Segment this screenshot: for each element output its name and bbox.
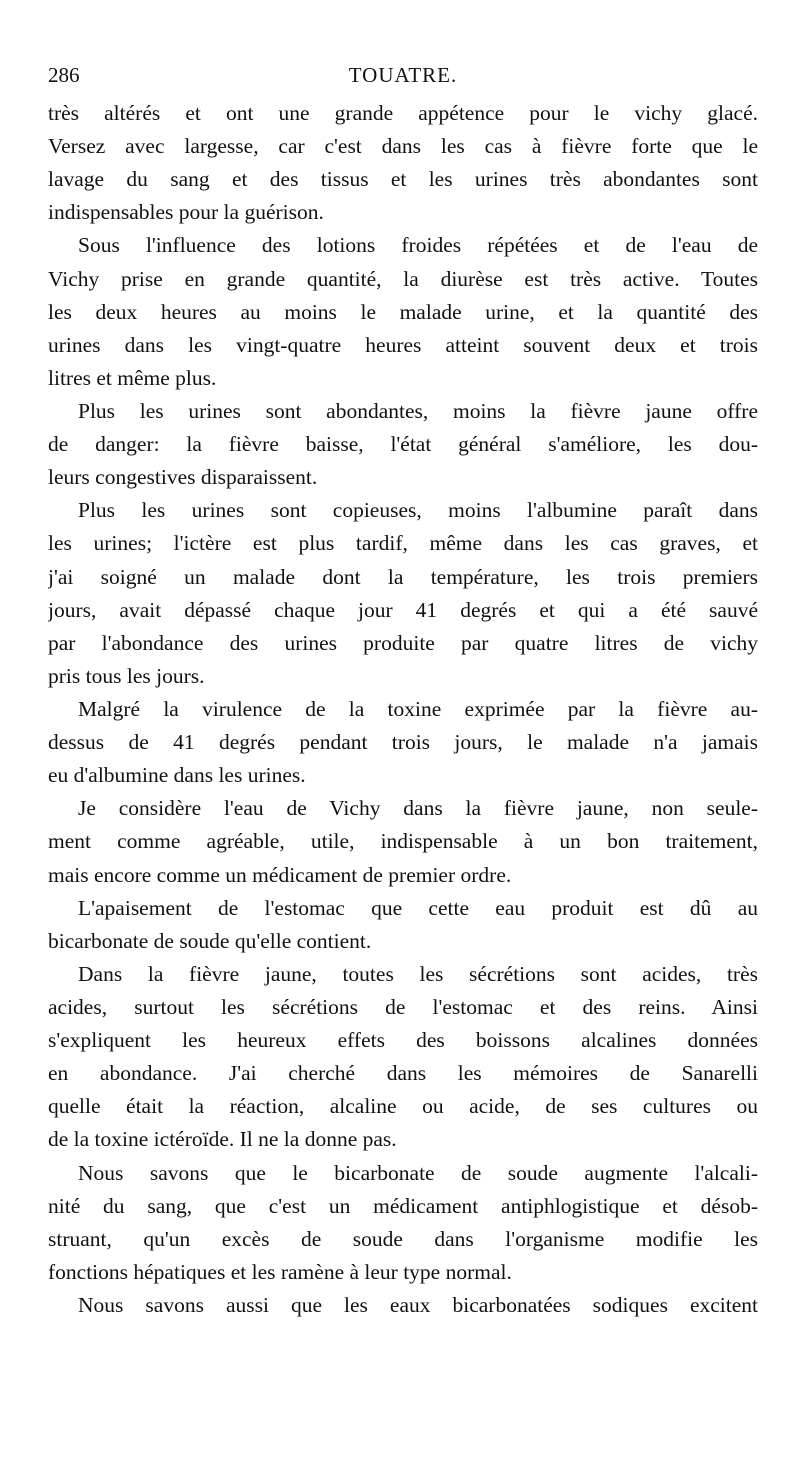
text-line: ment comme agréable, utile, indispensable à un bon traitement, [48, 829, 758, 854]
text-line: jours, avait dépassé chaque jour 41 degrés et qui a été sauvé [48, 597, 758, 622]
text-line: très altérés et ont une grande appétence pour le vichy glacé. [48, 101, 758, 125]
text-line: struant, qu'un excès de soude dans l'organisme modifie les [48, 1226, 758, 1251]
text-line: L'apaisement de l'estomac que cette eau produit est dû au [78, 895, 758, 920]
text-line: les deux heures au moins le malade urine, et la quantité des [48, 299, 758, 324]
text-line: de danger: la fièvre baisse, l'état général s'améliore, les dou- [48, 432, 758, 457]
text-line: par l'abondance des urines produite par quatre litres de vichy [48, 630, 758, 655]
text-line: acides, surtout les sécrétions de l'estomac et des reins. Ainsi [48, 994, 758, 1019]
body-text [48, 97, 758, 1322]
page-number: 286 [48, 63, 80, 87]
text-line: Plus les urines sont copieuses, moins l'albumine paraît dans [78, 498, 758, 523]
text-line: Je considère l'eau de Vichy dans la fièvre jaune, non seule- [78, 796, 758, 821]
text-line: indispensables pour la guérison. [48, 200, 324, 225]
text-line: eu d'albumine dans les urines. [48, 763, 306, 788]
running-head [48, 58, 758, 92]
text-line: Nous savons aussi que les eaux bicarbonatées sodiques excitent [78, 1292, 758, 1317]
text-line: fonctions hépatiques et les ramène à leur type normal. [48, 1259, 512, 1284]
text-line: Malgré la virulence de la toxine exprimée par la fièvre au- [78, 696, 758, 721]
text-line: Sous l'influence des lotions froides répétées et de l'eau de [78, 233, 758, 258]
text-line: quelle était la réaction, alcaline ou acide, de ses cultures ou [48, 1094, 758, 1119]
text-line: les urines; l'ictère est plus tardif, même dans les cas graves, et [48, 531, 758, 556]
text-line: Vichy prise en grande quantité, la diurèse est très active. Toutes [48, 266, 758, 291]
text-line: Nous savons que le bicarbonate de soude augmente l'alcali- [78, 1160, 758, 1185]
text-line: mais encore comme un médicament de premier ordre. [48, 862, 512, 887]
text-line: Dans la fièvre jaune, toutes les sécrétions sont acides, très [78, 961, 758, 986]
text-line: dessus de 41 degrés pendant trois jours, le malade n'a jamais [48, 730, 758, 755]
text-line: pris tous les jours. [48, 663, 205, 688]
text-line: Versez avec largesse, car c'est dans les cas à fièvre forte que le [48, 134, 758, 159]
text-line: de la toxine ictéroïde. Il ne la donne pas. [48, 1127, 397, 1152]
text-line: Plus les urines sont abondantes, moins la fièvre jaune offre [78, 398, 758, 423]
running-title: TOUATRE. [348, 63, 458, 87]
text-line: en abondance. J'ai cherché dans les mémoires de Sanarelli [48, 1061, 758, 1086]
text-line: litres et même plus. [48, 365, 217, 390]
text-line: bicarbonate de soude qu'elle contient. [48, 928, 372, 953]
text-line: lavage du sang et des tissus et les urines très abondantes sont [48, 167, 758, 192]
text-line: leurs congestives disparaissent. [48, 465, 318, 490]
text-line: urines dans les vingt-quatre heures atteint souvent deux et trois [48, 332, 758, 357]
text-line: nité du sang, que c'est un médicament antiphlogistique et désob- [48, 1193, 758, 1218]
text-line: j'ai soigné un malade dont la température, les trois premiers [48, 564, 758, 589]
text-line: s'expliquent les heureux effets des boissons alcalines données [48, 1028, 758, 1053]
